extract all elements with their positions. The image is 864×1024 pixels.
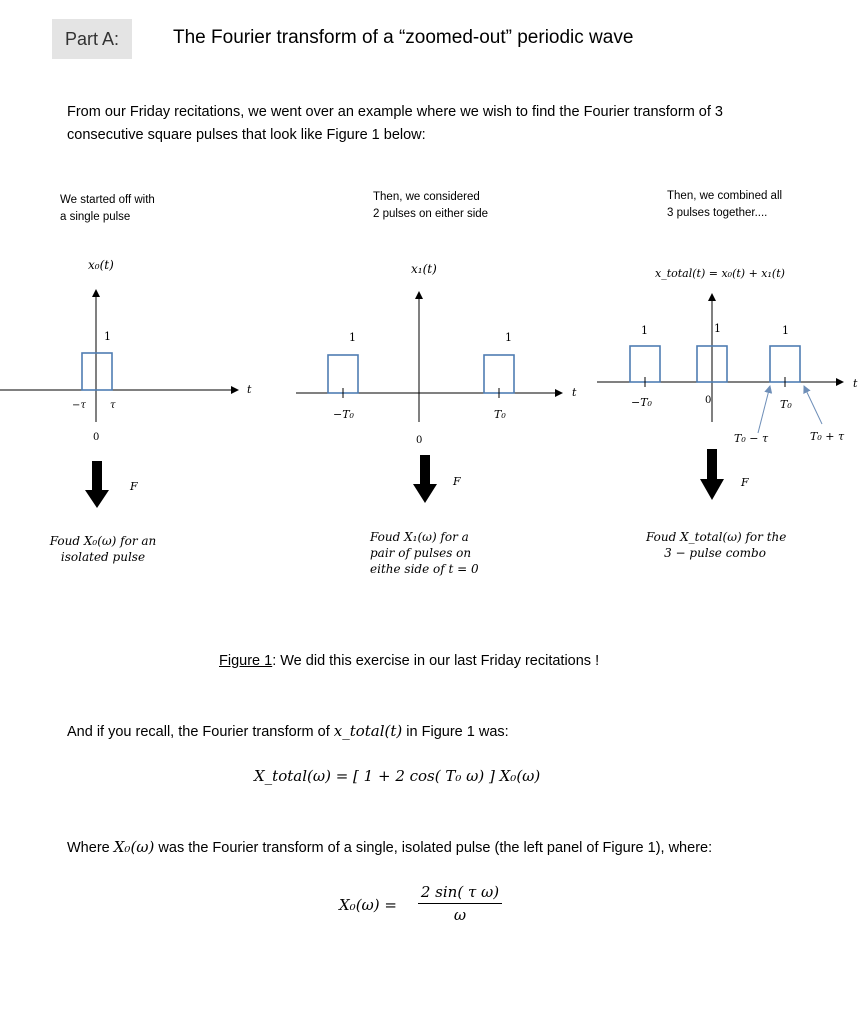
panel3-left-height: 1 xyxy=(641,324,648,337)
total-transform-equation: X_total(ω) = [ 1 + 2 cos( T₀ ω) ] X₀(ω) xyxy=(254,767,541,785)
final-equation-numerator: 2 sin( τ ω) xyxy=(418,883,502,904)
panel3-caption-line2: 3 pulses together.... xyxy=(667,207,768,219)
where-symbol: X₀(ω) xyxy=(113,838,155,856)
page-title: The Fourier transform of a “zoomed-out” periodic wave xyxy=(173,27,634,48)
panel2-origin: 0 xyxy=(416,435,423,446)
panel1-down-arrow-icon xyxy=(85,461,109,508)
panel1-result-line1: Foud X₀(ω) for an xyxy=(49,534,157,548)
panel3-minus-pointer xyxy=(758,386,770,433)
panel3-minus-label: T₀ − τ xyxy=(734,432,769,445)
panel3-plot xyxy=(597,267,858,500)
recall-symbol: x_total(t) xyxy=(333,722,403,740)
figure-caption xyxy=(219,653,599,669)
panel2-caption-line1: Then, we considered xyxy=(373,191,480,203)
panel1-neg-tau: −τ xyxy=(72,400,86,411)
panel2-result-line1: Foud X₁(ω) for a xyxy=(370,530,469,544)
panel3-mid-height: 1 xyxy=(714,322,721,335)
panel3-plus-pointer xyxy=(804,386,822,424)
recall-paragraph xyxy=(67,722,509,740)
final-equation-fraction xyxy=(418,883,502,924)
panel2-signal-label: x₁(t) xyxy=(411,262,437,276)
panel2-down-arrow-icon xyxy=(413,455,437,503)
panel3-signal-label: x_total(t) = x₀(t) + x₁(t) xyxy=(655,267,785,280)
intro-line-2: consecutive square pulses that look like Figure 1 below: xyxy=(67,127,426,143)
panel1-caption-line2: a single pulse xyxy=(60,211,131,223)
panel2-plot xyxy=(296,262,577,503)
panel3-down-arrow-icon xyxy=(700,449,724,500)
panel3-result-line1: Foud X_total(ω) for the xyxy=(646,530,787,544)
panel2-right-height: 1 xyxy=(505,331,512,344)
panel3-caption-line1: Then, we combined all xyxy=(667,190,783,202)
intro-line-1: From our Friday recitations, we went over an example where we wish to find the Fourier transform of 3 xyxy=(67,104,723,120)
recall-text-after: in Figure 1 was: xyxy=(402,724,509,740)
panel1-transform-symbol: F xyxy=(130,480,138,493)
figure-caption-label: Figure 1 xyxy=(219,653,273,669)
panel2-pos-T0: T₀ xyxy=(494,408,506,421)
panel3-t-label: t xyxy=(853,377,858,390)
panel2-result-line3: eithe side of t = 0 xyxy=(370,562,479,576)
panel3-right-height: 1 xyxy=(782,324,789,337)
final-equation-lhs: X₀(ω) = xyxy=(339,896,397,914)
panel2-t-label: t xyxy=(572,386,577,399)
panel1-plot xyxy=(0,258,252,508)
panel3-left-pulse xyxy=(630,346,660,382)
panel1-pulse xyxy=(82,353,112,390)
panel2-result-line2: pair of pulses on xyxy=(370,546,472,560)
panel1-origin: 0 xyxy=(93,432,100,443)
panel3-transform-symbol: F xyxy=(741,476,749,489)
panel1-signal-label: x₀(t) xyxy=(88,258,114,272)
panel1-pos-tau: τ xyxy=(110,400,116,411)
panel1-result xyxy=(46,533,160,565)
panel2-neg-T0: −T₀ xyxy=(333,408,354,421)
where-paragraph xyxy=(67,838,712,856)
panel3-result-line2: 3 − pulse combo xyxy=(664,546,766,560)
panel2-right-pulse xyxy=(484,355,514,393)
panel2-result xyxy=(370,529,479,577)
panel2-caption-line2: 2 pulses on either side xyxy=(373,208,489,220)
figure-caption-text: : We did this exercise in our last Friday recitations ! xyxy=(272,653,600,669)
panel3-result xyxy=(646,529,787,561)
panel1-caption-line1: We started off with xyxy=(60,194,155,206)
panel1-t-label: t xyxy=(247,383,252,396)
panel3-pos-T0: T₀ xyxy=(780,398,792,411)
final-equation-denominator: ω xyxy=(453,906,467,924)
panel2-left-height: 1 xyxy=(349,331,356,344)
panel3-right-pulse xyxy=(770,346,800,382)
recall-text-before: And if you recall, the Fourier transform of xyxy=(67,724,334,740)
panel3-plus-label: T₀ + τ xyxy=(810,430,845,443)
panel2-transform-symbol: F xyxy=(453,475,461,488)
where-text-after: was the Fourier transform of a single, isolated pulse (the left panel of Figure 1), where: xyxy=(154,840,713,856)
part-label: Part A: xyxy=(52,19,132,59)
where-text-before: Where xyxy=(67,840,114,856)
panel1-height-label: 1 xyxy=(104,330,111,343)
panel3-neg-T0: −T₀ xyxy=(631,396,652,409)
panel3-origin: 0 xyxy=(705,395,712,406)
panel2-left-pulse xyxy=(328,355,358,393)
panel1-result-line2: isolated pulse xyxy=(60,550,146,564)
